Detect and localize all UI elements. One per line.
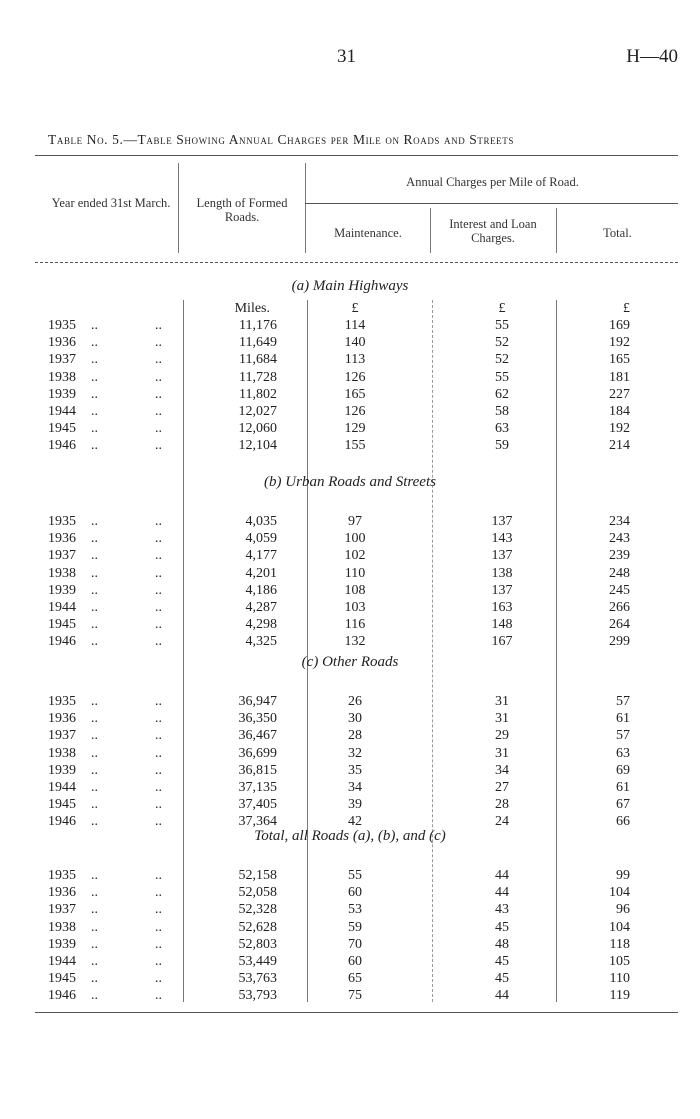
maintenance-cell: 103: [344, 600, 366, 615]
dots-cell: ..: [91, 711, 98, 727]
section-title: (b) Urban Roads and Streets: [264, 474, 436, 490]
maintenance-cell: 53: [348, 902, 362, 918]
dots-cell: ..: [155, 514, 162, 529]
year-cell: 1945: [48, 617, 76, 633]
year-cell: 1936: [48, 885, 76, 901]
year-cell: 1946: [48, 988, 76, 1004]
maintenance-cell: 65: [348, 971, 362, 987]
total-cell: 118: [609, 936, 630, 952]
total-cell: 110: [609, 971, 630, 987]
length-cell: 37,135: [238, 780, 277, 795]
table-row: [0, 530, 700, 547]
total-cell: 214: [609, 438, 630, 454]
document-reference: H—40: [626, 46, 678, 67]
year-cell: 1939: [48, 936, 76, 952]
dots-cell: ..: [155, 814, 162, 830]
total-cell: 184: [609, 404, 630, 419]
dots-cell: ..: [155, 404, 162, 419]
total-cell: 61: [616, 711, 630, 727]
table-row: [0, 403, 700, 420]
length-cell: 36,350: [238, 711, 277, 727]
table-row: [0, 317, 700, 334]
length-cell: 53,793: [238, 988, 277, 1004]
maintenance-cell: 75: [348, 988, 362, 1004]
header-divider-2: [305, 163, 306, 253]
year-cell: 1938: [48, 919, 76, 935]
table-row: [0, 386, 700, 403]
year-cell: 1945: [48, 421, 76, 437]
maintenance-cell: 140: [344, 335, 366, 351]
total-cell: 245: [609, 582, 630, 598]
total-cell: 264: [609, 617, 630, 633]
table-row: [0, 710, 700, 727]
table-row: [0, 420, 700, 437]
table-row: [0, 727, 700, 744]
length-cell: 37,405: [238, 797, 277, 813]
table-row: [0, 565, 700, 582]
table-row: [0, 616, 700, 633]
dots-cell: ..: [91, 421, 98, 437]
header-top-rule: [35, 155, 678, 156]
dots-cell: ..: [91, 565, 98, 581]
table-row: [0, 369, 700, 386]
header-divider-3: [430, 208, 431, 253]
table-title: Table No. 5.—Table Showing Annual Charges per Mile on Roads and Streets: [48, 132, 514, 147]
maintenance-cell: 108: [344, 582, 366, 598]
length-cell: 53,449: [238, 954, 277, 969]
year-cell: 1936: [48, 335, 76, 351]
interest-cell: 52: [495, 352, 509, 368]
length-cell: 52,058: [238, 885, 277, 901]
year-cell: 1939: [48, 386, 76, 402]
header-length: Length of Formed Roads.: [196, 196, 288, 224]
length-cell: 53,763: [238, 971, 277, 987]
length-cell: 11,684: [239, 352, 277, 368]
interest-cell: 167: [491, 634, 513, 650]
table-row: [0, 745, 700, 762]
total-cell: 181: [609, 369, 630, 385]
total-cell: 169: [609, 318, 630, 333]
dots-cell: ..: [155, 919, 162, 935]
year-cell: 1938: [48, 565, 76, 581]
maintenance-cell: 100: [344, 531, 366, 547]
dots-cell: ..: [91, 386, 98, 402]
units-interest: £: [498, 301, 506, 316]
interest-cell: 24: [495, 814, 509, 830]
dots-cell: ..: [155, 421, 162, 437]
dots-cell: ..: [155, 971, 162, 987]
section-title: Total, all Roads (a), (b), and (c): [254, 828, 446, 844]
length-cell: 36,467: [238, 728, 277, 744]
interest-cell: 62: [495, 386, 509, 402]
total-cell: 96: [616, 902, 630, 918]
dots-cell: ..: [155, 745, 162, 761]
dots-cell: ..: [91, 868, 98, 883]
interest-cell: 48: [495, 936, 509, 952]
length-cell: 36,947: [238, 694, 277, 709]
dots-cell: ..: [155, 369, 162, 385]
total-cell: 61: [616, 780, 630, 795]
section-title: (a) Main Highways: [291, 278, 409, 294]
dots-cell: ..: [91, 902, 98, 918]
interest-cell: 34: [495, 762, 509, 778]
dots-cell: ..: [91, 780, 98, 795]
dots-cell: ..: [155, 868, 162, 883]
dots-cell: ..: [91, 335, 98, 351]
interest-cell: 55: [495, 318, 509, 333]
table-row: [0, 919, 700, 936]
maintenance-cell: 155: [344, 438, 366, 454]
maintenance-cell: 126: [344, 404, 366, 419]
dots-cell: ..: [155, 617, 162, 633]
length-cell: 52,803: [238, 936, 277, 952]
length-cell: 52,628: [238, 919, 277, 935]
maintenance-cell: 60: [348, 954, 362, 969]
dots-cell: ..: [91, 797, 98, 813]
length-cell: 11,649: [239, 335, 277, 351]
page-number: 31: [337, 46, 356, 67]
dots-cell: ..: [91, 762, 98, 778]
interest-cell: 137: [491, 548, 513, 564]
year-cell: 1944: [48, 404, 76, 419]
dots-cell: ..: [155, 565, 162, 581]
dots-cell: ..: [91, 728, 98, 744]
length-cell: 36,815: [238, 762, 277, 778]
length-cell: 4,298: [245, 617, 277, 633]
length-cell: 11,728: [239, 369, 277, 385]
table-row: [0, 987, 700, 1004]
table-row: [0, 953, 700, 970]
dots-cell: ..: [91, 600, 98, 615]
total-cell: 239: [609, 548, 630, 564]
table-row: [0, 582, 700, 599]
length-cell: 11,176: [239, 318, 277, 333]
year-cell: 1946: [48, 438, 76, 454]
interest-cell: 29: [495, 728, 509, 744]
dots-cell: ..: [155, 694, 162, 709]
length-cell: 12,027: [238, 404, 277, 419]
total-cell: 99: [616, 868, 630, 883]
units-row: [0, 300, 700, 317]
dots-cell: ..: [155, 352, 162, 368]
dots-cell: ..: [91, 954, 98, 969]
total-cell: 299: [609, 634, 630, 650]
total-cell: 227: [609, 386, 630, 402]
year-cell: 1945: [48, 971, 76, 987]
year-cell: 1946: [48, 634, 76, 650]
dots-cell: ..: [155, 780, 162, 795]
year-cell: 1937: [48, 902, 76, 918]
table-row: [0, 970, 700, 987]
interest-cell: 31: [495, 694, 509, 709]
maintenance-cell: 114: [344, 318, 366, 333]
length-cell: 52,158: [238, 868, 277, 883]
units-maintenance: £: [351, 301, 359, 316]
interest-cell: 44: [495, 885, 509, 901]
year-cell: 1944: [48, 780, 76, 795]
dots-cell: ..: [91, 988, 98, 1004]
dots-cell: ..: [91, 936, 98, 952]
dots-cell: ..: [91, 885, 98, 901]
dots-cell: ..: [155, 318, 162, 333]
interest-cell: 63: [495, 421, 509, 437]
table-row: [0, 936, 700, 953]
year-cell: 1936: [48, 711, 76, 727]
units-length: Miles.: [234, 301, 270, 316]
maintenance-cell: 59: [348, 919, 362, 935]
table-row: [0, 901, 700, 918]
header-maintenance: Maintenance.: [334, 226, 402, 240]
interest-cell: 143: [491, 531, 513, 547]
dots-cell: ..: [155, 797, 162, 813]
interest-cell: 45: [495, 954, 509, 969]
table-row: [0, 779, 700, 796]
dots-cell: ..: [155, 711, 162, 727]
length-cell: 4,201: [245, 565, 277, 581]
interest-cell: 137: [491, 514, 513, 529]
dots-cell: ..: [155, 438, 162, 454]
total-cell: 69: [616, 762, 630, 778]
table-row: [0, 513, 700, 530]
dots-cell: ..: [91, 404, 98, 419]
total-cell: 234: [609, 514, 630, 529]
maintenance-cell: 60: [348, 885, 362, 901]
table-row: [0, 762, 700, 779]
length-cell: 4,325: [245, 634, 277, 650]
interest-cell: 52: [495, 335, 509, 351]
length-cell: 37,364: [238, 814, 277, 830]
total-cell: 67: [616, 797, 630, 813]
interest-cell: 44: [495, 988, 509, 1004]
section-title: (c) Other Roads: [301, 654, 399, 670]
interest-cell: 28: [495, 797, 509, 813]
interest-cell: 163: [491, 600, 513, 615]
total-cell: 63: [616, 745, 630, 761]
header-bottom-rule: [35, 262, 678, 263]
maintenance-cell: 32: [348, 745, 362, 761]
maintenance-cell: 132: [344, 634, 366, 650]
maintenance-cell: 129: [344, 421, 366, 437]
year-cell: 1944: [48, 954, 76, 969]
dots-cell: ..: [91, 634, 98, 650]
table-row: [0, 351, 700, 368]
year-cell: 1938: [48, 745, 76, 761]
maintenance-cell: 34: [348, 780, 362, 795]
year-cell: 1944: [48, 600, 76, 615]
length-cell: 4,035: [245, 514, 277, 529]
dots-cell: ..: [91, 352, 98, 368]
dots-cell: ..: [91, 514, 98, 529]
maintenance-cell: 70: [348, 936, 362, 952]
dots-cell: ..: [91, 814, 98, 830]
maintenance-cell: 28: [348, 728, 362, 744]
dots-cell: ..: [155, 954, 162, 969]
interest-cell: 43: [495, 902, 509, 918]
dots-cell: ..: [155, 936, 162, 952]
maintenance-cell: 42: [348, 814, 362, 830]
interest-cell: 58: [495, 404, 509, 419]
year-cell: 1935: [48, 694, 76, 709]
dots-cell: ..: [91, 745, 98, 761]
interest-cell: 31: [495, 745, 509, 761]
header-interest: Interest and Loan Charges.: [449, 217, 537, 245]
interest-cell: 44: [495, 868, 509, 883]
dots-cell: ..: [91, 548, 98, 564]
dots-cell: ..: [155, 582, 162, 598]
header-divider-4: [556, 208, 557, 253]
table-bottom-rule: [35, 1012, 678, 1013]
dots-cell: ..: [91, 919, 98, 935]
length-cell: 4,059: [245, 531, 277, 547]
table-row: [0, 867, 700, 884]
length-cell: 52,328: [238, 902, 277, 918]
year-cell: 1938: [48, 369, 76, 385]
interest-cell: 27: [495, 780, 509, 795]
dots-cell: ..: [155, 988, 162, 1004]
total-cell: 57: [616, 728, 630, 744]
length-cell: 12,104: [238, 438, 277, 454]
table-row: [0, 334, 700, 351]
dots-cell: ..: [155, 634, 162, 650]
maintenance-cell: 116: [344, 617, 366, 633]
length-cell: 11,802: [239, 386, 277, 402]
table-row: [0, 796, 700, 813]
header-annual-charges: Annual Charges per Mile of Road.: [406, 175, 579, 189]
dots-cell: ..: [155, 902, 162, 918]
total-cell: 104: [609, 919, 630, 935]
dots-cell: ..: [155, 386, 162, 402]
interest-cell: 31: [495, 711, 509, 727]
dots-cell: ..: [155, 885, 162, 901]
year-cell: 1935: [48, 318, 76, 333]
dots-cell: ..: [91, 971, 98, 987]
dots-cell: ..: [155, 762, 162, 778]
year-cell: 1937: [48, 352, 76, 368]
header-divider-1: [178, 163, 179, 253]
total-cell: 192: [609, 421, 630, 437]
total-cell: 243: [609, 531, 630, 547]
maintenance-cell: 97: [348, 514, 362, 529]
interest-cell: 138: [491, 565, 513, 581]
dots-cell: ..: [155, 335, 162, 351]
length-cell: 36,699: [238, 745, 277, 761]
dots-cell: ..: [91, 531, 98, 547]
dots-cell: ..: [155, 531, 162, 547]
header-sub-rule: [305, 203, 678, 204]
dots-cell: ..: [155, 548, 162, 564]
dots-cell: ..: [155, 728, 162, 744]
total-cell: 248: [609, 565, 630, 581]
length-cell: 4,186: [245, 582, 277, 598]
table-row: [0, 547, 700, 564]
dots-cell: ..: [91, 318, 98, 333]
maintenance-cell: 110: [344, 565, 366, 581]
maintenance-cell: 35: [348, 762, 362, 778]
table-row: [0, 437, 700, 454]
total-cell: 165: [609, 352, 630, 368]
interest-cell: 55: [495, 369, 509, 385]
length-cell: 12,060: [238, 421, 277, 437]
maintenance-cell: 113: [344, 352, 366, 368]
interest-cell: 59: [495, 438, 509, 454]
interest-cell: 45: [495, 971, 509, 987]
header-total: Total.: [603, 226, 632, 240]
dots-cell: ..: [91, 438, 98, 454]
year-cell: 1935: [48, 514, 76, 529]
year-cell: 1937: [48, 728, 76, 744]
year-cell: 1935: [48, 868, 76, 883]
year-cell: 1937: [48, 548, 76, 564]
units-total: £: [623, 301, 630, 316]
maintenance-cell: 165: [344, 386, 366, 402]
dots-cell: ..: [155, 600, 162, 615]
year-cell: 1939: [48, 762, 76, 778]
total-cell: 266: [609, 600, 630, 615]
maintenance-cell: 102: [344, 548, 366, 564]
dots-cell: ..: [91, 582, 98, 598]
total-cell: 57: [616, 694, 630, 709]
total-cell: 66: [616, 814, 630, 830]
year-cell: 1945: [48, 797, 76, 813]
dots-cell: ..: [91, 694, 98, 709]
maintenance-cell: 30: [348, 711, 362, 727]
total-cell: 104: [609, 885, 630, 901]
interest-cell: 137: [491, 582, 513, 598]
year-cell: 1936: [48, 531, 76, 547]
dots-cell: ..: [91, 369, 98, 385]
total-cell: 119: [609, 988, 630, 1004]
maintenance-cell: 26: [348, 694, 362, 709]
maintenance-cell: 39: [348, 797, 362, 813]
length-cell: 4,287: [245, 600, 277, 615]
interest-cell: 148: [491, 617, 513, 633]
year-cell: 1939: [48, 582, 76, 598]
interest-cell: 45: [495, 919, 509, 935]
year-cell: 1946: [48, 814, 76, 830]
maintenance-cell: 126: [344, 369, 366, 385]
maintenance-cell: 55: [348, 868, 362, 883]
table-row: [0, 599, 700, 616]
table-row: [0, 693, 700, 710]
total-cell: 105: [609, 954, 630, 969]
total-cell: 192: [609, 335, 630, 351]
dots-cell: ..: [91, 617, 98, 633]
length-cell: 4,177: [245, 548, 277, 564]
table-row: [0, 633, 700, 650]
table-row: [0, 884, 700, 901]
header-year: Year ended 31st March.: [51, 196, 171, 210]
